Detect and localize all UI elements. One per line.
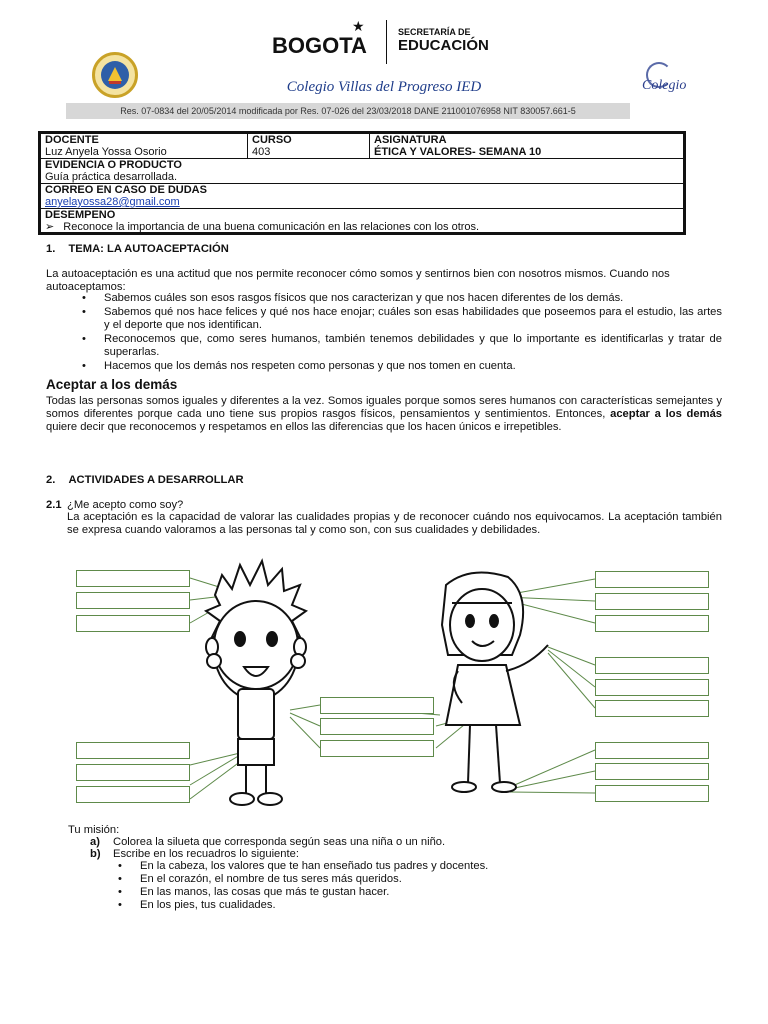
- list-item: • Sabemos qué nos hace felices y qué nos hace enojar; cuáles son esas habilidades que poseemos para el estudio, las artes y el deporte que nos identifican.: [82, 306, 722, 331]
- mission-bullets: [118, 860, 700, 912]
- desempeno-value: Reconoce la importancia de una buena comunicación en las relaciones con los otros.: [63, 221, 480, 233]
- arrow-bullet-icon: ➢: [45, 221, 55, 233]
- section2-title: ACTIVIDADES A DESARROLLAR: [68, 474, 244, 486]
- docente-value: Luz Anyela Yossa Osorio: [45, 146, 167, 158]
- asignatura-value: ÉTICA Y VALORES- SEMANA 10: [374, 146, 542, 158]
- bogota-logo-text: BOGOTA: [272, 33, 367, 58]
- aceptar-heading: Aceptar a los demás: [46, 377, 178, 392]
- aceptar-bold-phrase: aceptar a los demás: [610, 408, 723, 420]
- info-row-evidencia: [41, 159, 683, 184]
- mission-title: Tu misión:: [68, 824, 120, 836]
- list-item: • En los pies, tus cualidades.: [118, 899, 276, 911]
- secretaria-logo: [398, 27, 489, 55]
- bullet-icon: •: [118, 899, 122, 911]
- colegio-logo-text: Colegio: [642, 78, 687, 93]
- girl-foot-box-2[interactable]: [595, 763, 709, 780]
- mission-b-text: Escribe en los recuadros lo siguiente:: [113, 848, 299, 860]
- girl-head-box-1[interactable]: [595, 571, 709, 588]
- logo-divider: [386, 20, 387, 64]
- bullet-icon: •: [82, 333, 86, 345]
- bullet-icon: •: [82, 360, 86, 372]
- girl-hand-box-3[interactable]: [595, 700, 709, 717]
- girl-head-box-2[interactable]: [595, 593, 709, 610]
- bullet-icon: •: [118, 860, 122, 872]
- boy-figure: [206, 561, 306, 805]
- mission-b-label: b): [90, 848, 101, 860]
- info-row-desempeno: [41, 209, 683, 232]
- boy-head-box-1[interactable]: [76, 570, 190, 587]
- center-box-2[interactable]: [320, 718, 434, 735]
- info-table: [38, 131, 686, 235]
- correo-link[interactable]: anyelayossa28@gmail.com: [45, 196, 180, 208]
- list-item: • Sabemos cuáles son esos rasgos físicos que nos caracterizan y que nos hacen diferentes de los demás.: [82, 292, 624, 304]
- center-box-1[interactable]: [320, 697, 434, 714]
- bullet-icon: •: [82, 292, 86, 304]
- section1-title: TEMA: LA AUTOACEPTACIÓN: [68, 243, 229, 255]
- boy-foot-box-1[interactable]: [76, 742, 190, 759]
- bullet-icon: •: [118, 873, 122, 885]
- girl-foot-box-3[interactable]: [595, 785, 709, 802]
- boy-foot-box-2[interactable]: [76, 764, 190, 781]
- list-item: • En la cabeza, los valores que te han enseñado tus padres y docentes.: [118, 860, 489, 872]
- evidencia-label: EVIDENCIA O PRODUCTO: [45, 159, 182, 171]
- desempeno-label: DESEMPENO: [45, 209, 116, 221]
- section2-heading: [46, 474, 244, 487]
- bogota-logo: [272, 18, 367, 64]
- secretaria-line2: EDUCACIÓN: [398, 37, 489, 54]
- section2-sub-text: La aceptación es la capacidad de valorar las cualidades propias y de reconocer cuándo nos equivocamos. La aceptación también se expresa cuando valoramos a las personas tal y como son, con sus cualidades y debilidades.: [67, 511, 722, 536]
- list-item: • En el corazón, el nombre de tus seres más queridos.: [118, 873, 402, 885]
- list-item: • En las manos, las cosas que más te gustan hacer.: [118, 886, 390, 898]
- boy-foot-box-3[interactable]: [76, 786, 190, 803]
- info-row-docente: [41, 134, 683, 159]
- girl-figure: [442, 573, 548, 793]
- girl-foot-box-1[interactable]: [595, 742, 709, 759]
- center-box-3[interactable]: [320, 740, 434, 757]
- correo-label: CORREO EN CASO DE DUDAS: [45, 184, 207, 196]
- mission-a-label: a): [90, 836, 100, 848]
- girl-hand-box-1[interactable]: [595, 657, 709, 674]
- curso-label: CURSO: [252, 134, 292, 146]
- evidencia-value: Guía práctica desarrollada.: [45, 171, 178, 183]
- section2-sub-number: 2.1: [46, 499, 62, 511]
- section2-number: 2.: [46, 474, 56, 486]
- section1-bullets: [82, 292, 722, 373]
- aceptar-paragraph: Todas las personas somos iguales y diferentes a la vez. Somos iguales porque somos seres humanos con características semejantes y somos diferentes porque cada uno tiene sus propios rasgos físicos, pensamientos y sentimientos. Entonces, aceptar a los demás quiere decir que reconocemos y respetamos en ellos las diferencias que los hacen únicos e irrepetibles.: [46, 395, 723, 433]
- section1-heading: [46, 243, 229, 256]
- section1-intro: La autoaceptación es una actitud que nos permite reconocer cómo somos y sentirnos bien con nosotros mismos. Cuando nos autoaceptamos:: [46, 268, 670, 293]
- resolution-bar: Res. 07-0834 del 20/05/2014 modificada por Res. 07-026 del 23/03/2018 DANE 211001076958 NIT 830057.661-5: [66, 103, 630, 119]
- list-item: • Hacemos que los demás nos respeten como personas y que nos tomen en cuenta.: [82, 360, 516, 372]
- bullet-icon: •: [118, 886, 122, 898]
- secretaria-line1: SECRETARÍA DE: [398, 27, 471, 37]
- boy-head-box-3[interactable]: [76, 615, 190, 632]
- star-icon: ★: [352, 18, 365, 34]
- docente-label: DOCENTE: [45, 134, 99, 146]
- info-row-correo: [41, 184, 683, 209]
- colegio-right-logo: [638, 56, 690, 100]
- girl-hand-box-2[interactable]: [595, 679, 709, 696]
- boy-head-box-2[interactable]: [76, 592, 190, 609]
- list-item: • Reconocemos que, como seres humanos, también tenemos debilidades y que lo importante es identificarlas y tratar de superarlas.: [82, 333, 722, 358]
- curso-value: 403: [252, 146, 271, 158]
- section2-sub-question: ¿Me acepto como soy?: [67, 499, 184, 511]
- asignatura-label: ASIGNATURA: [374, 134, 447, 146]
- mission-a-text: Colorea la silueta que corresponda según seas una niña o un niño.: [113, 836, 446, 848]
- section1-number: 1.: [46, 243, 56, 255]
- bullet-icon: •: [82, 306, 86, 318]
- girl-head-box-3[interactable]: [595, 615, 709, 632]
- desempeno-line: [45, 221, 679, 233]
- school-name: Colegio Villas del Progreso IED: [286, 79, 482, 95]
